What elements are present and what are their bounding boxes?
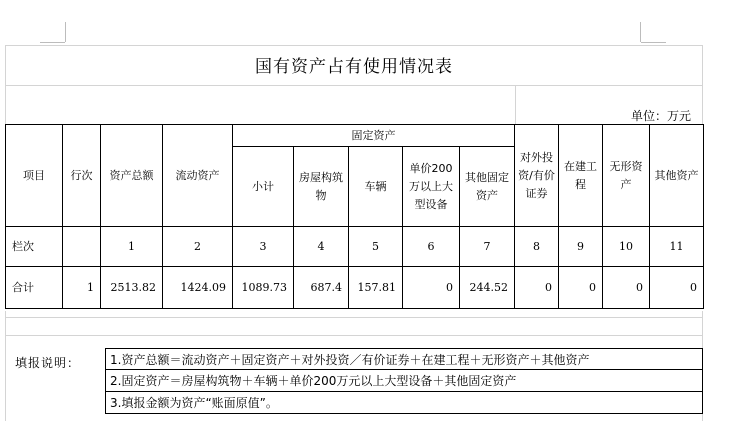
header-current-assets: 流动资产 xyxy=(163,125,233,227)
grid-line xyxy=(5,85,703,86)
total-cell: 1089.73 xyxy=(233,267,294,309)
total-cell: 687.4 xyxy=(294,267,349,309)
header-construction: 在建工程 xyxy=(559,125,603,227)
col-index-cell: 10 xyxy=(603,227,650,267)
header-intangible: 无形资产 xyxy=(603,125,650,227)
total-cell: 2513.82 xyxy=(101,267,163,309)
header-large-equipment: 单价200万以上大型设备 xyxy=(403,147,460,227)
total-cell: 0 xyxy=(403,267,460,309)
header-total-assets: 资产总额 xyxy=(101,125,163,227)
col-index-cell: 8 xyxy=(515,227,559,267)
col-index-empty xyxy=(63,227,101,267)
crop-mark xyxy=(65,22,66,42)
note-item: 2.固定资产＝房屋构筑物＋车辆＋单价200万元以上大型设备＋其他固定资产 xyxy=(105,370,703,392)
report-title: 国有资产占有使用情况表 xyxy=(255,57,453,77)
grid-line xyxy=(5,335,703,336)
grid-line xyxy=(5,317,703,318)
total-cell: 157.81 xyxy=(349,267,403,309)
header-investment: 对外投资/有价证券 xyxy=(515,125,559,227)
total-cell: 0 xyxy=(515,267,559,309)
col-index-label: 栏次 xyxy=(6,227,63,267)
note-item: 3.填报金额为资产“账面原值”。 xyxy=(105,392,703,414)
total-row-no: 1 xyxy=(63,267,101,309)
unit-label: 单位：万元 xyxy=(630,109,691,123)
assets-table xyxy=(5,124,704,309)
col-index-cell: 2 xyxy=(163,227,233,267)
total-cell: 1424.09 xyxy=(163,267,233,309)
col-index-cell: 3 xyxy=(233,227,294,267)
header-row-no: 行次 xyxy=(63,125,101,227)
crop-mark xyxy=(640,22,641,42)
crop-mark xyxy=(641,42,666,43)
grid-line xyxy=(515,85,516,124)
notes-label: 填报说明： xyxy=(15,356,81,370)
note-item: 1.资产总额＝流动资产＋固定资产＋对外投资／有价证券＋在建工程＋无形资产＋其他资产 xyxy=(105,348,703,370)
total-cell: 0 xyxy=(650,267,704,309)
header-buildings: 房屋构筑物 xyxy=(294,147,349,227)
total-row-label: 合计 xyxy=(6,267,63,309)
header-vehicles: 车辆 xyxy=(349,147,403,227)
total-cell: 0 xyxy=(559,267,603,309)
header-fixed-assets: 固定资产 xyxy=(233,125,515,147)
grid-line xyxy=(5,311,6,421)
col-index-cell: 5 xyxy=(349,227,403,267)
header-item: 项目 xyxy=(6,125,63,227)
header-other: 其他资产 xyxy=(650,125,704,227)
report-sheet xyxy=(5,45,703,425)
col-index-cell: 9 xyxy=(559,227,603,267)
crop-mark xyxy=(40,42,65,43)
col-index-cell: 1 xyxy=(101,227,163,267)
col-index-cell: 6 xyxy=(403,227,460,267)
header-other-fixed: 其他固定资产 xyxy=(460,147,515,227)
col-index-cell: 11 xyxy=(650,227,704,267)
col-index-cell: 4 xyxy=(294,227,349,267)
header-fixed-subtotal: 小计 xyxy=(233,147,294,227)
col-index-cell: 7 xyxy=(460,227,515,267)
total-cell: 0 xyxy=(603,267,650,309)
total-cell: 244.52 xyxy=(460,267,515,309)
